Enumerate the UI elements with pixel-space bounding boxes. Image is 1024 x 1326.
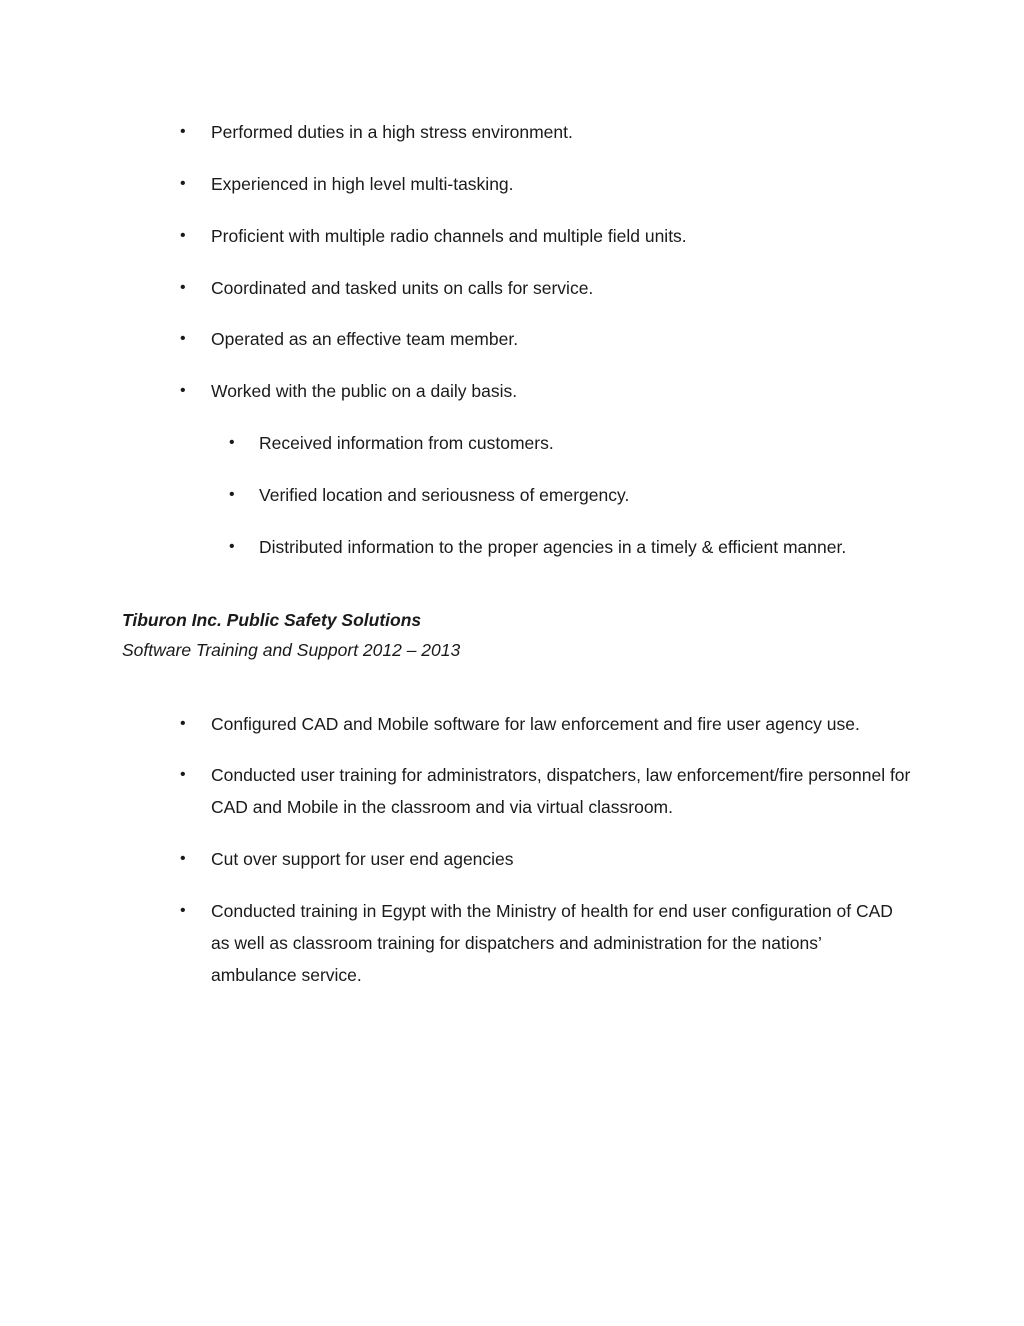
list-item-text: Conducted training in Egypt with the Ministry of health for end user configuration of CAD as well as classroom training for dispatchers and administration for the nations’ ambulance service.	[211, 901, 893, 985]
list-item-text: Proficient with multiple radio channels and multiple field units.	[211, 226, 687, 246]
bullet-icon: •	[180, 715, 186, 732]
list-item-text: Configured CAD and Mobile software for law enforcement and fire user agency use.	[211, 714, 860, 734]
job-role: Software Training and Support 2012 – 2013	[122, 640, 461, 660]
bullet-icon: •	[229, 486, 235, 503]
sub-list-item-text: Received information from customers.	[259, 433, 554, 453]
job-organization: Tiburon Inc. Public Safety Solutions	[122, 610, 422, 630]
list-item-text: Worked with the public on a daily basis.	[211, 381, 518, 401]
list-item-text: Conducted user training for administrators, dispatchers, law enforcement/fire personnel for CAD and Mobile in the classroom and via virtual classroom.	[211, 765, 911, 817]
bullet-icon: •	[180, 175, 186, 192]
list-item-text: Cut over support for user end agencies	[211, 849, 514, 869]
bullet-icon: •	[180, 766, 186, 783]
list-item-text: Performed duties in a high stress environment.	[211, 122, 573, 142]
bullet-icon: •	[180, 279, 186, 296]
bullet-icon: •	[180, 123, 186, 140]
bullet-icon: •	[229, 434, 235, 451]
bullet-icon: •	[180, 382, 186, 399]
bullet-icon: •	[180, 850, 186, 867]
bullet-icon: •	[180, 902, 186, 919]
list-item-text: Coordinated and tasked units on calls for service.	[211, 278, 594, 298]
sub-list-item-text: Verified location and seriousness of emergency.	[259, 485, 630, 505]
sub-list-item-text: Distributed information to the proper agencies in a timely & efficient manner.	[259, 537, 847, 557]
bullet-icon: •	[180, 330, 186, 347]
bullet-icon: •	[180, 227, 186, 244]
list-item-text: Operated as an effective team member.	[211, 329, 519, 349]
list-item-text: Experienced in high level multi-tasking.	[211, 174, 514, 194]
bullet-icon: •	[229, 538, 235, 555]
